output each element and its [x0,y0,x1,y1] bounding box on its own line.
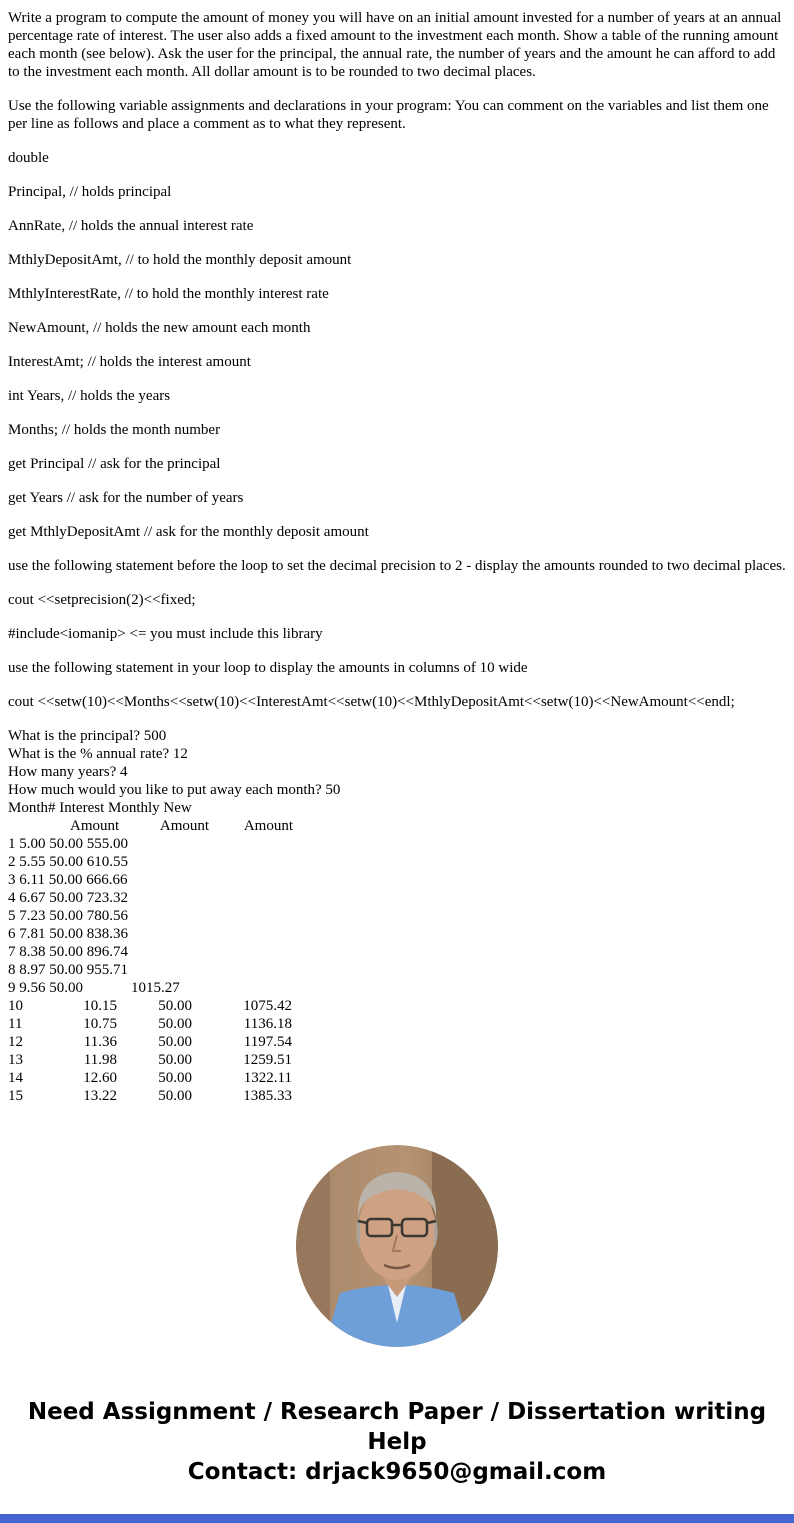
cell-monthly: 50.00 [158,998,192,1014]
amount-label: Amount [70,818,120,834]
prompt-line: What is the % annual rate? 12 [8,746,188,762]
cell-new-amount: 1259.51 [243,1052,292,1068]
cell-monthly: 50.00 [158,1052,192,1068]
avatar [296,1145,498,1347]
table-row [8,1033,786,1051]
cell-interest: 11.36 [83,1034,117,1050]
cell-monthly: 50.00 [158,1016,192,1032]
cell-interest: 10.75 [83,1016,117,1032]
amount-label: Amount [243,818,294,834]
decl-line: int Years, // holds the years [8,388,171,404]
cell-new-amount: 1197.54 [243,1034,292,1050]
decl-line: AnnRate, // holds the annual interest rate [8,218,254,234]
cell-new-amount: 1136.18 [243,1016,292,1032]
row9-new-amount: 1015.27 [131,980,180,996]
assignment-intro: Write a program to compute the amount of money you will have on an initial amount invested for a number of years at an annual percentage rate of interest. The user also adds a fixed amount to the investment each month. Show a table of the running amount each month (see below). Ask the user for the principal, the annual rate, the number of years and the amount he can afford to add to the investment each month. All dollar amount is to be rounded to two decimal places. [8,10,782,80]
prompt-line: What is the principal? 500 [8,728,167,744]
footer-heading: Need Assignment / Research Paper / Dissertation writing Help [27,1399,767,1455]
cell-month: 13 [8,1052,23,1068]
variables-note: Use the following variable assignments and declarations in your program: You can comment on the variables and list them one per line as follows and place a comment as to what they represent. [8,98,769,132]
footer [8,1397,786,1487]
table-header: Month# Interest Monthly New [8,800,192,816]
cell-month: 15 [8,1088,23,1104]
table-subheader [8,817,786,835]
row9-left: 9 9.56 50.00 [8,980,83,996]
setw-note: use the following statement in your loop to display the amounts in columns of 10 wide [8,660,528,676]
precision-note: use the following statement before the loop to set the decimal precision to 2 - display the amounts rounded to two decimal places. [8,558,786,574]
cell-new-amount: 1075.42 [243,998,292,1014]
table-row [8,1015,786,1033]
table-row: 3 6.11 50.00 666.66 [8,872,128,888]
table-row: 1 5.00 50.00 555.00 [8,836,128,852]
decl-line: InterestAmt; // holds the interest amount [8,354,251,370]
cell-monthly: 50.00 [158,1088,192,1104]
prompt-line: How much would you like to put away each month? 50 [8,782,341,798]
table-row: 6 7.81 50.00 838.36 [8,926,128,942]
cell-interest: 12.60 [83,1070,117,1086]
precision-code-line: cout <<setprecision(2)<<fixed; [8,592,196,608]
footer-contact-email: Contact: drjack9650@gmail.com [187,1459,607,1485]
table-row [8,979,786,997]
cell-month: 14 [8,1070,23,1086]
setw-code-line: cout <<setw(10)<<Months<<setw(10)<<InterestAmt<<setw(10)<<MthlyDepositAmt<<setw(10)<<NewAmount<<endl; [8,694,735,710]
table-row: 8 8.97 50.00 955.71 [8,962,128,978]
decl-line: MthlyInterestRate, // to hold the monthly interest rate [8,286,329,302]
cell-new-amount: 1322.11 [243,1070,292,1086]
table-row [8,1051,786,1069]
table-row [8,1087,786,1105]
decl-line: NewAmount, // holds the new amount each month [8,320,311,336]
prompt-line: How many years? 4 [8,764,128,780]
include-note: #include<iomanip> <= you must include this library [8,626,323,642]
program-output [8,727,786,1105]
table-row: 4 6.67 50.00 723.32 [8,890,128,906]
table-row: 5 7.23 50.00 780.56 [8,908,128,924]
decl-line: Principal, // holds principal [8,184,172,200]
cell-interest: 11.98 [83,1052,117,1068]
decl-line: MthlyDepositAmt, // to hold the monthly deposit amount [8,252,352,268]
cell-monthly: 50.00 [158,1070,192,1086]
table-row [8,997,786,1015]
avatar-container [8,1145,786,1347]
cell-new-amount: 1385.33 [243,1088,292,1104]
video-progress-bar[interactable] [0,1514,794,1523]
cell-month: 11 [8,1016,23,1032]
amount-label: Amount [159,818,210,834]
cell-monthly: 50.00 [158,1034,192,1050]
decl-line: get MthlyDepositAmt // ask for the monthly deposit amount [8,524,369,540]
cell-interest: 13.22 [83,1088,117,1104]
cell-interest: 10.15 [83,998,117,1014]
table-row: 7 8.38 50.00 896.74 [8,944,128,960]
decl-line: get Years // ask for the number of years [8,490,244,506]
table-row [8,1069,786,1087]
decl-line: Months; // holds the month number [8,422,221,438]
table-row: 2 5.55 50.00 610.55 [8,854,128,870]
cell-month: 12 [8,1034,23,1050]
cell-month: 10 [8,998,23,1014]
decl-line: double [8,150,49,166]
avatar-portrait-graphic [296,1145,498,1347]
decl-line: get Principal // ask for the principal [8,456,221,472]
